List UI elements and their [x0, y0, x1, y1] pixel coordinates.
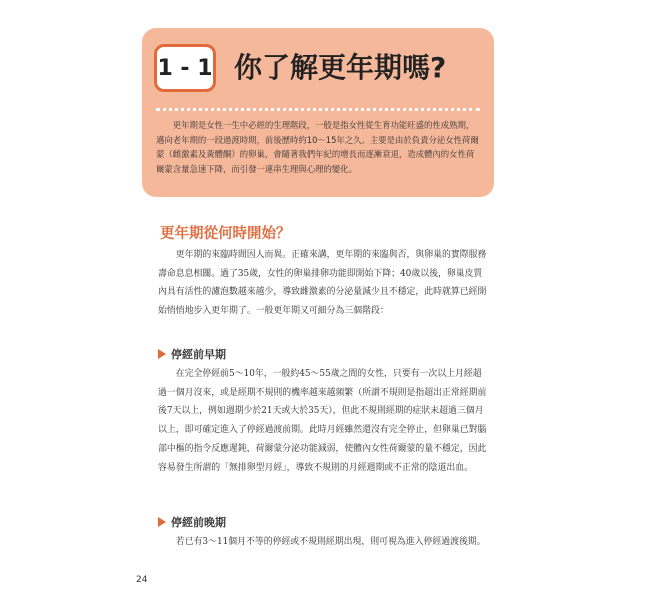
chapter-header-box: [142, 28, 494, 197]
dotted-divider: [156, 108, 480, 111]
subsection-heading-early: [158, 346, 226, 362]
section-heading: 更年期從何時開始？: [160, 226, 291, 242]
chapter-intro: 更年期是女性一生中必經的生理階段，一般是指女性從生育功能旺盛的性成熟期，邁向老年期的一段過渡時期，前後歷時約10～15年之久。主要是由於負責分泌女性荷爾蒙（雌激素及黃體酮）的卵巢，會隨著我們年紀的增長而逐漸衰退，造成體內的女性荷爾蒙含量急速下降，而引發一連串生理與心理的變化。: [156, 120, 479, 175]
triangle-bullet-icon: [158, 517, 166, 527]
subsection-heading-label: 停經前早期: [171, 348, 226, 361]
subsection-heading-late: [158, 514, 226, 530]
subsection-heading-label: 停經前晚期: [171, 516, 226, 529]
section-paragraph: 更年期的來臨時間因人而異。正確來講，更年期的來臨與否，與卵巢的實際服務壽命息息相關。過了35歲，女性的卵巢排卵功能即開始下降；40歲以後，卵巢皮質內具有活性的濾泡數越來越少，導致雌激素的分泌量減少且不穩定，此時就算已經開始悄悄地步入更年期了。一般更年期又可細分為三個階段：: [158, 250, 487, 317]
subsection-paragraph-late: 若已有3～11個月不等的停經或不規則經期出現，則可視為進入停經過渡後期。: [175, 537, 486, 547]
triangle-bullet-icon: [158, 349, 166, 359]
subsection-paragraph-early: 在完全停經前5～10年，一般約45～55歲之間的女性，只要有一次以上月經超過一個月沒來，或是經期不規則的機率越來越頻繁（所謂不規則是指超出正常經期前後7天以上，例如週期少於21天或大於35天），但此不規則經期的症狀未超過三個月以上，即可確定進入了停經過渡前期。此時月經雖然還沒有完全停止，但卵巢已對腦部中樞的指令反應遲鈍，荷爾蒙分泌功能減弱，使體內女性荷爾蒙的量不穩定，因此容易發生所謂的「無排卵型月經」，導致不規則的月經週期或不正常的陰道出血。: [158, 369, 487, 473]
chapter-number-badge: 1 - 1: [154, 44, 216, 92]
page-number: 24: [136, 575, 148, 585]
chapter-title: 你了解更年期嗎?: [234, 51, 447, 84]
